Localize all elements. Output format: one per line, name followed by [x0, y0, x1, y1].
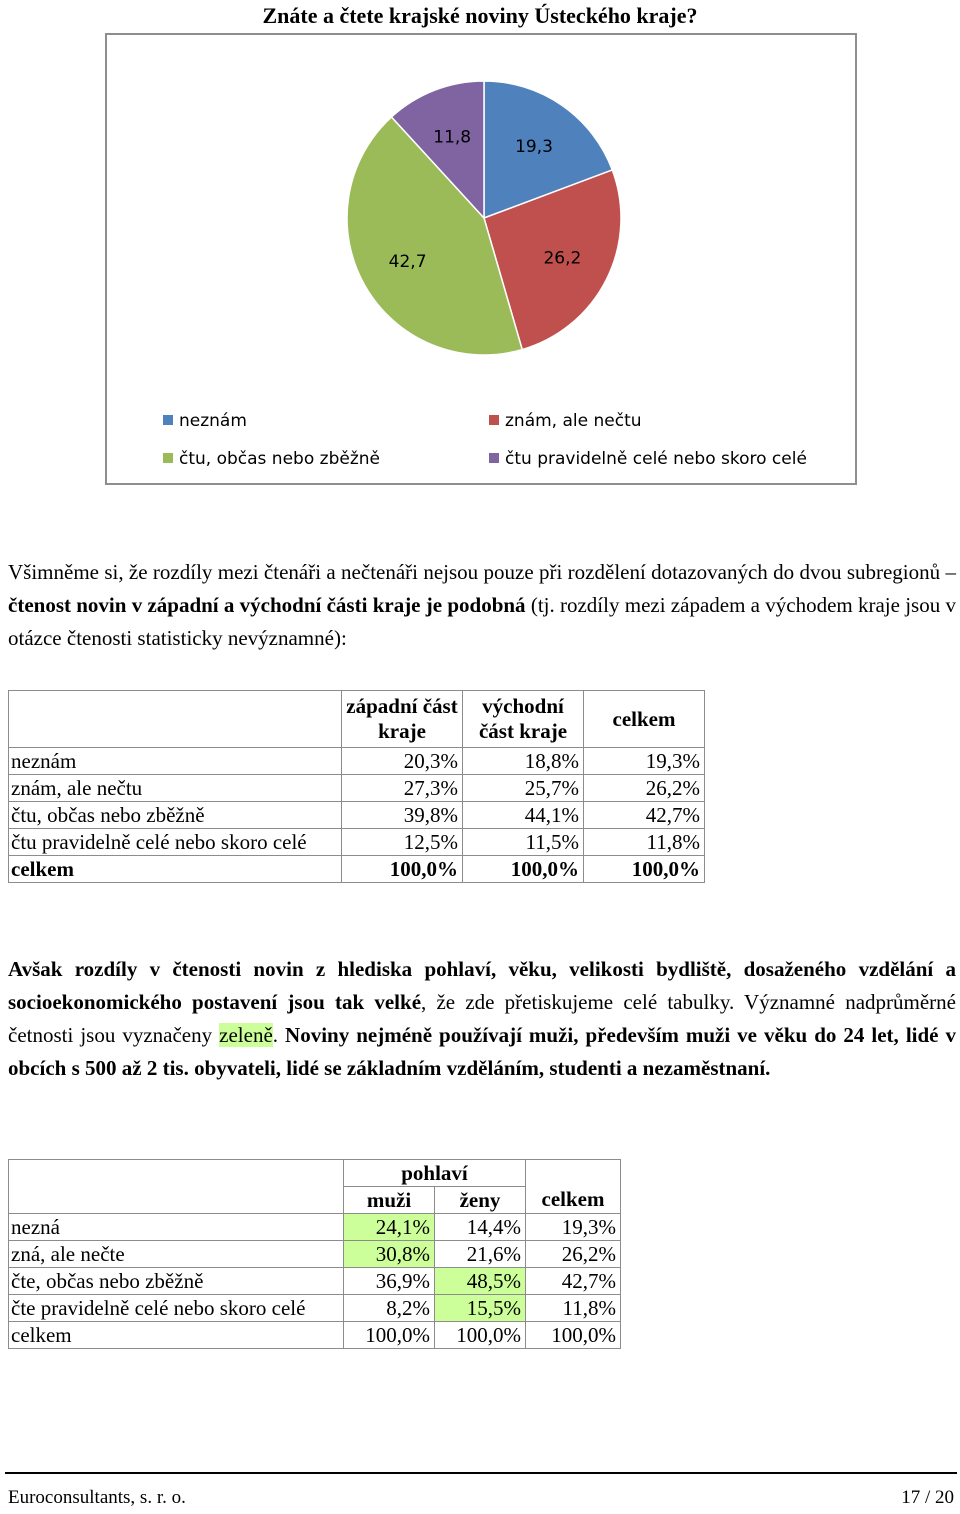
pie-slice-label: 42,7: [388, 252, 427, 272]
table-cell: 25,7%: [463, 775, 584, 802]
paragraph-text: .: [272, 1023, 286, 1047]
table-cell: 14,4%: [435, 1214, 526, 1241]
table-cell: 42,7%: [584, 802, 705, 829]
table-row: [9, 1268, 621, 1295]
table-cell: 15,5%: [435, 1295, 526, 1322]
legend-swatch-unknown: [163, 415, 173, 425]
table-cell: 19,3%: [584, 748, 705, 775]
table-row: [9, 748, 705, 775]
legend-item-know-not-read: [489, 411, 642, 431]
table-row: [9, 1241, 621, 1268]
table-cell: 100,0%: [584, 856, 705, 883]
table-header-empty: [9, 691, 342, 748]
table-cell: 100,0%: [463, 856, 584, 883]
table-cell: 100,0%: [344, 1322, 435, 1349]
row-label: čte, občas nebo zběžně: [9, 1268, 344, 1295]
footer-company: Euroconsultants, s. r. o.: [8, 1487, 186, 1508]
legend-label: čtu, občas nebo zběžně: [179, 449, 380, 469]
table-group-header: pohlaví: [344, 1160, 526, 1187]
row-label: čtu, občas nebo zběžně: [9, 802, 342, 829]
table-gender: [8, 1159, 621, 1349]
green-highlight-word: zeleně: [219, 1023, 273, 1047]
table-cell: 20,3%: [342, 748, 463, 775]
table-group-header-row: [9, 1160, 621, 1187]
table-row-total: [9, 1322, 621, 1349]
row-label: čtu pravidelně celé nebo skoro celé: [9, 829, 342, 856]
legend-swatch-read-regularly: [489, 453, 499, 463]
table-header-empty: [526, 1160, 621, 1187]
table-row: [9, 802, 705, 829]
paragraph-text: Všimněme si, že rozdíly mezi čtenáři a nečtenáři nejsou pouze při rozdělení dotazovaných do dvou subregionů –: [8, 560, 956, 584]
paragraph-bold: Avšak rozdíly v čtenosti novin z hlediska pohlaví, věku, velikosti bydliště, dosaženého vzdělání a socioekonomického postavení jsou tak velké: [8, 957, 956, 1014]
footer-divider: [5, 1472, 957, 1474]
table-header: muži: [344, 1187, 435, 1214]
footer-page-number: 17 / 20: [901, 1487, 954, 1508]
table-cell: 27,3%: [342, 775, 463, 802]
pie-slice-label: 19,3: [515, 136, 553, 157]
paragraph-text: (tj. rozdíly mezi západem a východem kraje jsou v otázce čtenosti statisticky nevýznamné):: [8, 593, 956, 650]
legend-label: znám, ale nečtu: [505, 411, 642, 431]
table-cell: 100,0%: [342, 856, 463, 883]
legend-swatch-know-not-read: [489, 415, 499, 425]
table-header-row: [9, 691, 705, 748]
table-row: [9, 829, 705, 856]
table-header: celkem: [584, 691, 705, 748]
legend-swatch-read-occasionally: [163, 453, 173, 463]
legend-item-read-regularly: [489, 449, 807, 469]
row-label: čte pravidelně celé nebo skoro celé: [9, 1295, 344, 1322]
row-label: celkem: [9, 1322, 344, 1349]
table-cell: 8,2%: [344, 1295, 435, 1322]
table-cell: 18,8%: [463, 748, 584, 775]
paragraph-text: , že zde přetiskujeme celé tabulky. Významné nadprůměrné četnosti jsou vyznačeny: [8, 990, 956, 1047]
table-cell: 11,5%: [463, 829, 584, 856]
legend-label: čtu pravidelně celé nebo skoro celé: [505, 449, 807, 469]
table-cell: 11,8%: [526, 1295, 621, 1322]
table-header: ženy: [435, 1187, 526, 1214]
legend-label: neznám: [179, 411, 247, 431]
table-row: [9, 1214, 621, 1241]
paragraph-differences: [8, 953, 956, 1085]
paragraph-bold: Noviny nejméně používají muži, především muži ve věku do 24 let, lidé v obcích s 500 až 2 tis. obyvateli, lidé se základním vzděláním, studenti a nezaměstnaní.: [8, 1023, 956, 1080]
pie-chart-frame: [105, 33, 857, 485]
table-cell: 26,2%: [584, 775, 705, 802]
table-cell: 21,6%: [435, 1241, 526, 1268]
table-cell: 39,8%: [342, 802, 463, 829]
legend-item-read-occasionally: [163, 449, 380, 469]
row-label: celkem: [9, 856, 342, 883]
row-label: nezná: [9, 1214, 344, 1241]
table-cell: 19,3%: [526, 1214, 621, 1241]
table-regions: [8, 690, 705, 883]
table-row-total: [9, 856, 705, 883]
table-cell: 100,0%: [526, 1322, 621, 1349]
table-cell: 24,1%: [344, 1214, 435, 1241]
table-row: [9, 775, 705, 802]
legend-item-unknown: [163, 411, 247, 431]
table-header: celkem: [526, 1187, 621, 1214]
row-label: znám, ale nečtu: [9, 775, 342, 802]
paragraph-subregions: [8, 556, 956, 655]
table-cell: 44,1%: [463, 802, 584, 829]
table-cell: 100,0%: [435, 1322, 526, 1349]
table-header-empty: [9, 1160, 344, 1214]
table-header: východní část kraje: [463, 691, 584, 748]
table-cell: 11,8%: [584, 829, 705, 856]
paragraph-bold: čtenost novin v západní a východní části kraje je podobná: [8, 593, 526, 617]
row-label: neznám: [9, 748, 342, 775]
table-row: [9, 1295, 621, 1322]
table-cell: 36,9%: [344, 1268, 435, 1295]
row-label: zná, ale nečte: [9, 1241, 344, 1268]
pie-slice-label: 26,2: [543, 248, 582, 269]
page-title: Znáte a čtete krajské noviny Ústeckého kraje?: [262, 3, 698, 28]
table-cell: 26,2%: [526, 1241, 621, 1268]
table-cell: 12,5%: [342, 829, 463, 856]
table-cell: 30,8%: [344, 1241, 435, 1268]
table-cell: 42,7%: [526, 1268, 621, 1295]
table-cell: 48,5%: [435, 1268, 526, 1295]
pie-slice-label: 11,8: [433, 127, 472, 148]
table-header: západní část kraje: [342, 691, 463, 748]
